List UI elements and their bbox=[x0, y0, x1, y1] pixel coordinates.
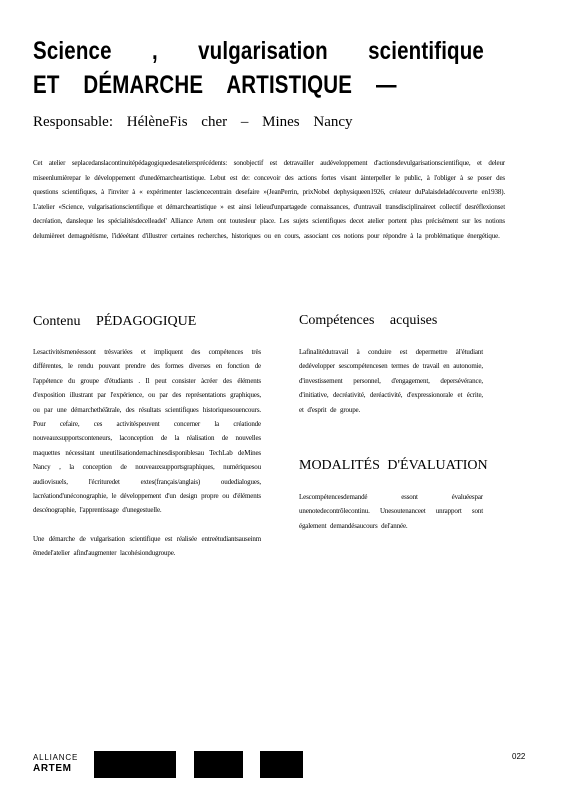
logo-line-1: ALLIANCE bbox=[33, 753, 79, 762]
modalites-paragraph: Lescompétencesdemandé essont évaluéespar unenotedecontrôlecontinu. Unesoutenanceet unrapport sont également demandésaucours del'année. bbox=[299, 493, 483, 530]
footer-block-2 bbox=[194, 751, 243, 778]
competences-heading: Compétences acquises bbox=[299, 313, 438, 328]
page-number: 022 bbox=[512, 752, 526, 761]
contenu-heading: Contenu PÉDAGOGIQUE bbox=[33, 314, 197, 329]
contenu-paragraph-1: Lesactivitésmenéessont trèsvariées et impliquent des compétences très différentes, le rendu pouvant prendre des formes diverses en fonction de l'appétence du groupe d'étudiants . Il peut consister àcréer des éléments d'exposition illustrant par l'expérience, ou par des représentations graphiques, ou par une démarchethéâtrale, des résultats scientifiques historiquesouencours. Pour cefaire, ces activitéspeuvent concerner la créationde nouveauxsupportsconteneurs, laconception de la réalisation de nouvelles maquettes nécessitant uneutilisationdemachinesdisponiblesau TechLab deMines Nancy , la conception de nouveauxsupportsgraphiques, numériquesou audiovisuels, l'écrituredet extes(français/anglais) oudedialogues, lacréationd'unéconographie, le développement d'un design propre ou d'éléments descénographie, l'apprentissage d'unegestuelle. bbox=[33, 348, 261, 515]
title-line-1: Science , vulgarisation scientifique bbox=[33, 37, 484, 65]
logo-line-2: ARTEM bbox=[33, 763, 72, 774]
title-line-2: ET DÉMARCHE ARTISTIQUE — bbox=[33, 71, 397, 99]
page-title bbox=[33, 34, 484, 102]
modalites-heading: MODALITÉS D'ÉVALUATION bbox=[299, 458, 488, 473]
footer-block-3 bbox=[260, 751, 303, 778]
competences-paragraph: Lafinalitédutravail à conduire est depermettre àl'étudiant dedévelopper sescompétencesen termes de travail en autonomie, d'investissement personnel, d'engagement, depersévérance, d'initiative, decréativité, deréactivité, d'expressionorale et écrite, et d'esprit de groupe. bbox=[299, 348, 483, 414]
contenu-column bbox=[33, 345, 261, 575]
alliance-artem-logo bbox=[33, 752, 78, 774]
intro-paragraph: Cet atelier seplacedanslacontinuitépédagogiquedesateliersprécédents: sonobjectif est detravailler audéveloppement d'actionsdevulgarisationscientifique, et deleur miseenlumièrepar le développement d'unedémarcheartistique. Lebut est de: concevoir des actions fortes visant àinterpeller le public, à l'obliger à se poser des questions scientifiques, à l'inviter à « expérimenter lasciencecentrain desefaire »(JeanPerrin, prixNobel dephysiqueen1926, créateur duPalaisdeladécouverte en1938). L'atelier «Science, vulgarisationscientifique et démarcheartistique » est ainsi lelieud'unpartagede connaissances, d'untravail transdisciplinaireet collectif desréflexionset decréation, dansleque les spécialitésdecelleadel' Alliance Artem ont toutesleur place. Les sujets scientifiques decet atelier portent plus précisément sur les notions delumièreet demagnétisme, l'idéeétant d'illustrer certaines recherches, historiques ou en cours, associant ces notions pour répondre à la problématique énergétique. bbox=[33, 159, 505, 240]
footer-block-1 bbox=[94, 751, 176, 778]
responsable-line: Responsable: HélèneFis cher – Mines Nancy bbox=[33, 114, 353, 130]
contenu-paragraph-2: Une démarche de vulgarisation scientifique est réalisée entreétudiantsauseinm êmedel'atelier afind'augmenter lacohésiondugroupe. bbox=[33, 534, 261, 558]
